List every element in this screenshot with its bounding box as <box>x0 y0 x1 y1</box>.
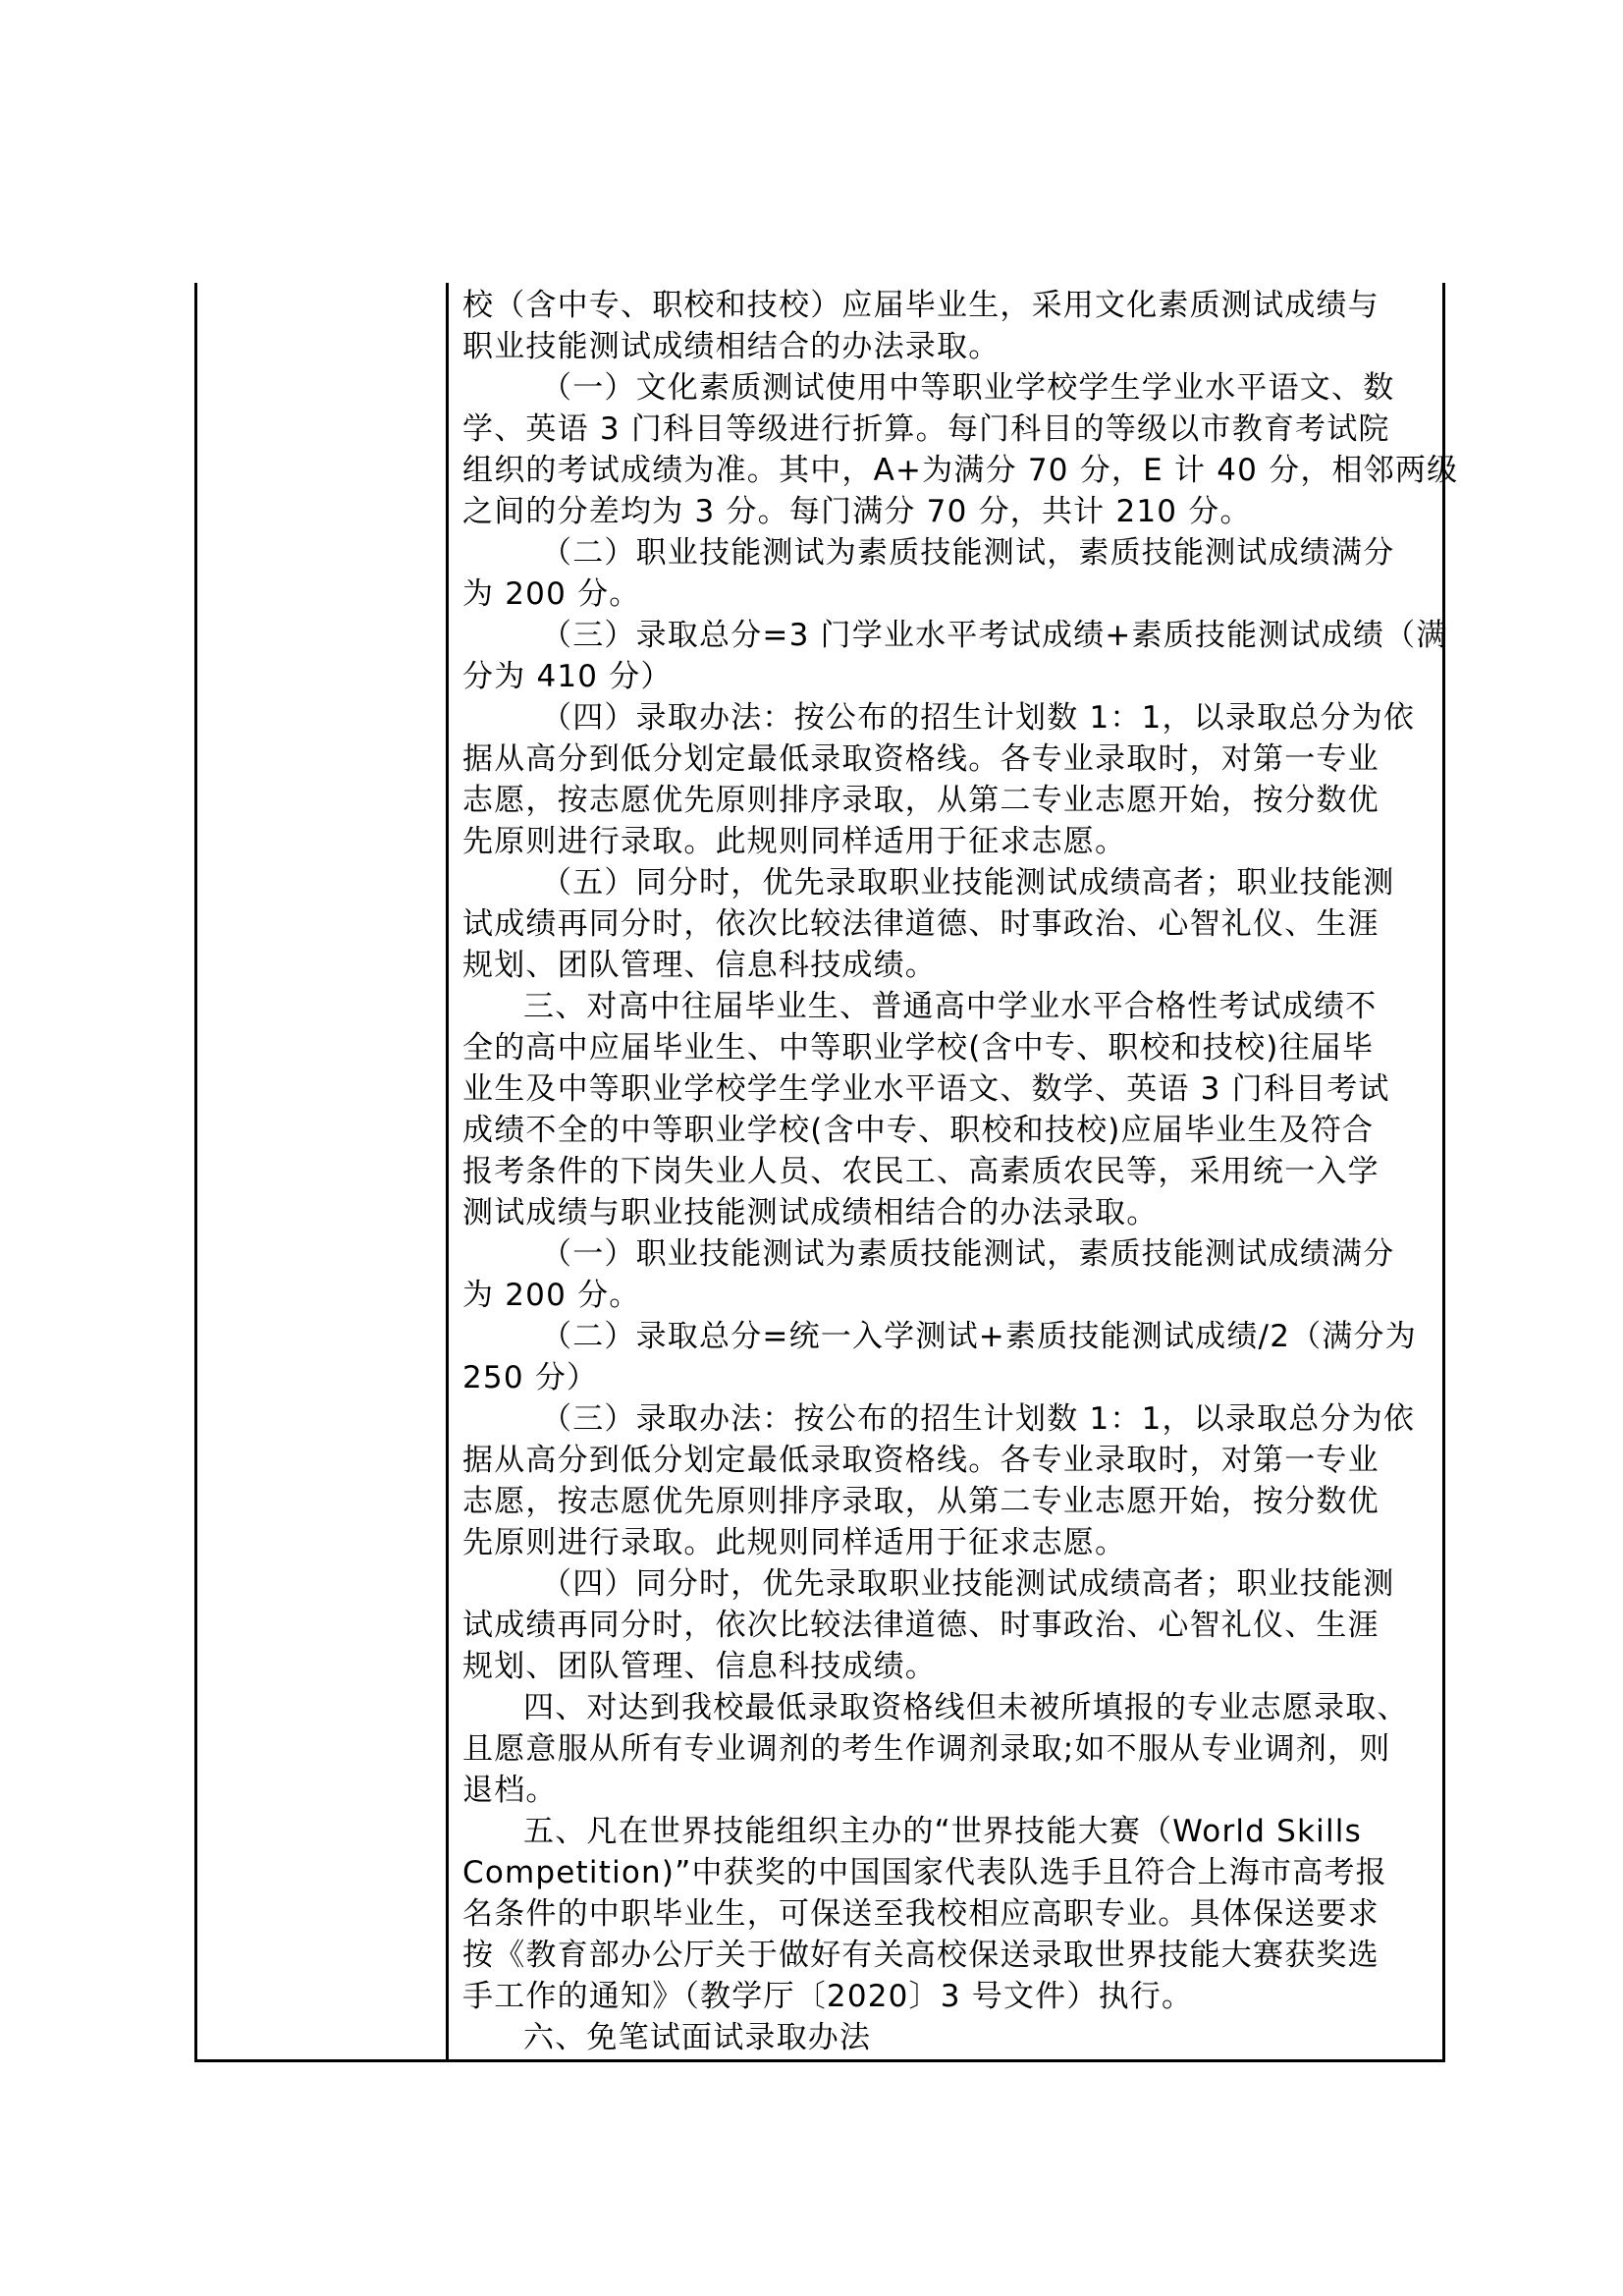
text-line: 且愿意服从所有专业调剂的考生作调剂录取;如不服从专业调剂，则 <box>462 1731 1391 1767</box>
text-line: 业生及中等职业学校学生学业水平语文、数学、英语 3 门科目考试 <box>462 1071 1390 1107</box>
column-divider <box>446 283 449 2059</box>
text-line: 组织的考试成绩为准。其中，A+为满分 70 分，E 计 40 分，相邻两级 <box>462 453 1459 488</box>
text-line: 先原则进行录取。此规则同样适用于征求志愿。 <box>462 824 1127 859</box>
document-table <box>194 283 1459 2062</box>
text-line: （三）录取办法：按公布的招生计划数 1：1，以录取总分为依 <box>541 1401 1416 1437</box>
text-line: 五、凡在世界技能组织主办的“世界技能大赛（World Skills <box>523 1814 1362 1849</box>
text-line: 学、英语 3 门科目等级进行折算。每门科目的等级以市教育考试院 <box>462 411 1390 447</box>
table-content-cell <box>462 285 1459 2058</box>
text-line: 职业技能测试成绩相结合的办法录取。 <box>462 329 1001 364</box>
text-line: 成绩不全的中等职业学校(含中专、职校和技校)应届毕业生及符合 <box>462 1113 1375 1148</box>
table-left-cell <box>197 283 446 2059</box>
text-line: （五）同分时，优先录取职业技能测试成绩高者；职业技能测 <box>541 865 1395 901</box>
text-line: 四、对达到我校最低录取资格线但未被所填报的专业志愿录取、 <box>523 1690 1409 1725</box>
text-line: 为 200 分。 <box>462 576 641 612</box>
text-line: （一）职业技能测试为素质技能测试，素质技能测试成绩满分 <box>541 1236 1395 1272</box>
text-line: 规划、团队管理、信息科技成绩。 <box>462 948 937 983</box>
text-line: 250 分） <box>462 1360 599 1395</box>
text-line: 六、免笔试面试录取办法 <box>523 2020 872 2055</box>
text-line: 报考条件的下岗失业人员、农民工、高素质农民等，采用统一入学 <box>462 1154 1380 1189</box>
text-line: 为 200 分。 <box>462 1278 641 1313</box>
text-line: 志愿，按志愿优先原则排序录取，从第二专业志愿开始，按分数优 <box>462 783 1380 818</box>
text-line: 三、对高中往届毕业生、普通高中学业水平合格性考试成绩不 <box>523 989 1378 1024</box>
text-line: 据从高分到低分划定最低录取资格线。各专业录取时，对第一专业 <box>462 741 1380 777</box>
text-line: 名条件的中职毕业生，可保送至我校相应高职专业。具体保送要求 <box>462 1896 1380 1932</box>
text-line: 先原则进行录取。此规则同样适用于征求志愿。 <box>462 1525 1127 1560</box>
text-line: （一）文化素质测试使用中等职业学校学生学业水平语文、数 <box>541 370 1395 406</box>
text-line: 校（含中专、职校和技校）应届毕业生，采用文化素质测试成绩与 <box>462 288 1380 323</box>
text-line: （二）职业技能测试为素质技能测试，素质技能测试成绩满分 <box>541 535 1395 571</box>
text-line: 全的高中应届毕业生、中等职业学校(含中专、职校和技校)往届毕 <box>462 1030 1375 1066</box>
text-line: 规划、团队管理、信息科技成绩。 <box>462 1649 937 1684</box>
text-line: 退档。 <box>462 1773 558 1808</box>
text-line: （四）录取办法：按公布的招生计划数 1：1，以录取总分为依 <box>541 700 1416 736</box>
text-line: 据从高分到低分划定最低录取资格线。各专业录取时，对第一专业 <box>462 1443 1380 1478</box>
text-line: （三）录取总分=3 门学业水平考试成绩+素质技能测试成绩（满 <box>541 618 1448 653</box>
text-line: 试成绩再同分时，依次比较法律道德、时事政治、心智礼仪、生涯 <box>462 906 1380 942</box>
text-line: （二）录取总分=统一入学测试+素质技能测试成绩/2（满分为 <box>541 1319 1417 1354</box>
text-line: 按《教育部办公厅关于做好有关高校保送录取世界技能大赛获奖选 <box>462 1938 1380 1973</box>
text-line: 志愿，按志愿优先原则排序录取，从第二专业志愿开始，按分数优 <box>462 1484 1380 1519</box>
text-line: 测试成绩与职业技能测试成绩相结合的办法录取。 <box>462 1195 1159 1230</box>
text-line: 试成绩再同分时，依次比较法律道德、时事政治、心智礼仪、生涯 <box>462 1608 1380 1643</box>
text-line: Competition)”中获奖的中国国家代表队选手且符合上海市高考报 <box>462 1855 1387 1890</box>
text-line: 分为 410 分） <box>462 659 673 694</box>
text-line: 之间的分差均为 3 分。每门满分 70 分，共计 210 分。 <box>462 494 1252 529</box>
text-line: 手工作的通知》（教学厅〔2020〕3 号文件）执行。 <box>462 1979 1194 2014</box>
text-line: （四）同分时，优先录取职业技能测试成绩高者；职业技能测 <box>541 1566 1395 1602</box>
